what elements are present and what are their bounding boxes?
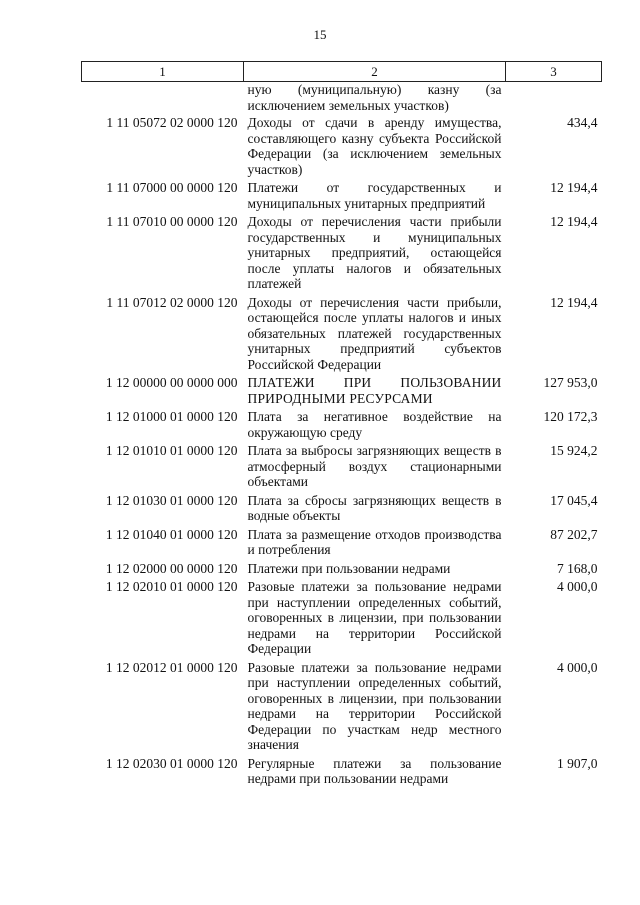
row-name: Плата за размещение отходов производства и потребления — [247, 526, 502, 557]
row-code: 1 11 07012 02 0000 120 — [106, 294, 238, 310]
table-row — [82, 527, 602, 561]
row-amount: 17 045,4 — [550, 492, 598, 508]
row-name: Доходы от перечисления части прибыли государственных и муниципальных унитарных предприятий, остающейся после уплаты налогов и обязательных платежей — [247, 214, 502, 291]
column-header-2: 2 — [244, 62, 506, 82]
row-amount: 1 907,0 — [557, 755, 598, 771]
table-row — [82, 660, 602, 756]
row-name: Разовые платежи за пользование недрами при наступлении определенных событий, оговоренных в лицензии, при пользовании недрами на территории Российской Федерации — [247, 579, 502, 656]
row-code: 1 12 02000 00 0000 120 — [105, 560, 238, 576]
table-row — [82, 561, 602, 580]
row-code: 1 12 02030 01 0000 120 — [105, 755, 238, 771]
table-row — [82, 579, 602, 660]
table-row — [82, 756, 602, 790]
row-code: 1 12 01010 01 0000 120 — [105, 443, 238, 458]
row-amount: 4 000,0 — [557, 659, 598, 675]
row-name: Плата за негативное воздействие на окружающую среду — [247, 409, 502, 440]
amount-cell — [506, 82, 602, 116]
table-row — [82, 493, 602, 527]
row-code: 1 11 07000 00 0000 120 — [106, 180, 238, 195]
table-row — [82, 375, 602, 409]
row-amount: 4 000,0 — [557, 579, 598, 594]
row-amount: 12 194,4 — [550, 294, 598, 310]
row-amount: 15 924,2 — [550, 443, 598, 458]
row-amount: 120 172,3 — [543, 409, 598, 424]
row-code: 1 12 02010 01 0000 120 — [105, 579, 238, 594]
table-row — [82, 115, 602, 180]
row-name: Плата за выбросы загрязняющих веществ в атмосферный воздух стационарными объектами — [247, 443, 502, 489]
row-code: 1 11 07010 00 0000 120 — [106, 214, 238, 229]
table-row — [82, 180, 602, 214]
row-amount: 7 168,0 — [557, 560, 598, 576]
row-code: 1 12 01000 01 0000 120 — [105, 409, 238, 424]
row-amount: 127 953,0 — [543, 375, 598, 390]
row-code: 1 12 01030 01 0000 120 — [105, 492, 238, 508]
row-name: Платежи от государственных и муниципальных унитарных предприятий — [247, 180, 502, 211]
row-name: Регулярные платежи за пользование недрами при пользовании недрами — [247, 755, 502, 786]
column-header-3: 3 — [506, 62, 602, 82]
row-name: Платежи при пользовании недрами — [247, 560, 451, 576]
row-name: Доходы от сдачи в аренду имущества, составляющего казну субъекта Российской Федерации (за исключением земельных участков) — [247, 115, 502, 177]
continuation-text: ную (муниципальную) казну (за исключением земельных участков) — [247, 82, 502, 113]
row-name: Разовые платежи за пользование недрами при наступлении определенных событий, оговоренных в лицензии, при пользовании недрами на территории Российской Федерации по участкам недр местного значения — [247, 659, 502, 752]
budget-table — [81, 61, 602, 790]
row-name: Доходы от перечисления части прибыли, остающейся после уплаты налогов и иных обязательных платежей государственных унитарных предприятий субъектов Российской Федерации — [247, 294, 502, 372]
row-code: 1 12 00000 00 0000 000 — [105, 375, 238, 390]
page-number: 15 — [313, 27, 327, 42]
continuation-row — [82, 82, 602, 116]
row-code: 1 11 05072 02 0000 120 — [106, 115, 238, 130]
code-cell — [82, 82, 244, 116]
row-amount: 12 194,4 — [550, 214, 598, 229]
row-name: ПЛАТЕЖИ ПРИ ПОЛЬЗОВАНИИ ПРИРОДНЫМИ РЕСУРСАМИ — [247, 375, 502, 406]
column-header-1: 1 — [82, 62, 244, 82]
table-row — [82, 214, 602, 295]
table-row — [82, 443, 602, 493]
table-row — [82, 409, 602, 443]
row-name: Плата за сбросы загрязняющих веществ в водные объекты — [247, 492, 502, 523]
row-code: 1 12 01040 01 0000 120 — [105, 526, 238, 542]
row-amount: 87 202,7 — [550, 526, 598, 542]
row-code: 1 12 02012 01 0000 120 — [105, 659, 238, 675]
row-amount: 12 194,4 — [550, 180, 598, 195]
table-row — [82, 295, 602, 376]
row-amount: 434,4 — [567, 115, 598, 130]
table-header-row — [82, 62, 602, 82]
